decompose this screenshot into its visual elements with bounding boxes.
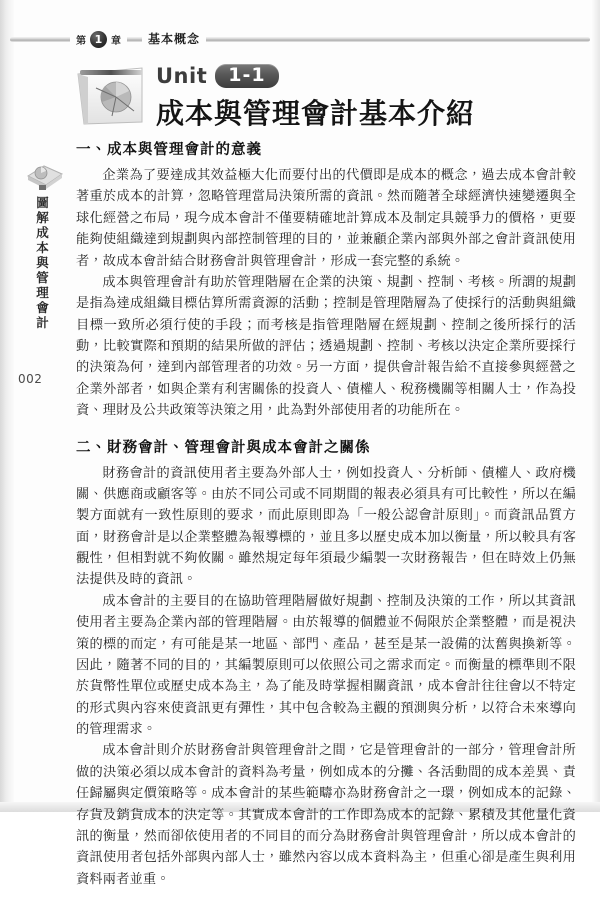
section-2	[76, 436, 576, 891]
sidebar-running-title	[22, 160, 68, 331]
running-header	[0, 28, 600, 50]
unit-label-row	[156, 64, 279, 88]
page-edge-left-shadow	[0, 0, 14, 812]
section-1	[76, 138, 576, 422]
section-2-heading: 二、財務會計、管理會計與成本會計之關係	[76, 439, 371, 456]
flipchart-pie-chart-icon	[72, 64, 146, 126]
section-2-paragraph-1: 財務會計的資訊使用者主要為外部人士，例如投資人、分析師、債權人、政府機關、供應商或顧客等。由於不同公司或不同期間的報表必須具有可比較性，所以在編製方面就有一致性原則的要求，而此原則即為「一般公認會計原則」。而資訊品質方面，財務會計是以企業整體為報導標的，並且多以歷史成本加以衡量，所以較具有客觀性，但相對就不夠攸關。雖然規定每年須最少編製一次財務報告，但在時效上仍無法提供及時的資訊。	[76, 465, 576, 588]
sidebar-book-title: 圖解成本與管理會計	[34, 196, 50, 331]
chapter-number-badge: 1	[90, 31, 107, 48]
unit-title-block	[72, 62, 572, 134]
unit-title-text: 成本與管理會計基本介紹	[156, 97, 476, 130]
section-2-paragraph-2: 成本會計的主要目的在協助管理階層做好規劃、控制及決策的工作，所以其資訊使用者主要為企業內部的管理階層。由於報導的個體並不侷限於企業整體，而是視決策的標的而定，有可能是某一地區、部門、產品，甚至是某一設備的汰舊與換新等。因此，隨著不同的目的，其編製原則可以依照公司之需求而定。而衡量的標準則不限於貨幣性單位或歷史成本為主，為了能及時掌握相關資訊，成本會計往往會以不特定的形式與內容來使資訊更有彈性，其中包含較為主觀的預測與分析，以符合未來導向的管理需求。	[76, 593, 576, 737]
book-cube-icon	[24, 160, 66, 192]
section-2-paragraph-3: 成本會計則介於財務會計與管理會計之間，它是管理會計的一部分，管理會計所做的決策必須以成本會計的資料為考量，例如成本的分攤、各活動間的成本差異、責任歸屬與定價策略等。成本會計的某些範疇亦為財務會計之一環，例如成本的記錄、存貨及銷貨成本的決定等。其實成本會計的工作即為成本的記錄、累積及其他量化資訊的衡量，然而卻依使用者的不同目的而分為財務會計與管理會計，所以成本會計的資訊使用者包括外部與內部人士，雖然內容以成本資料為主，但重心卻是產生與利用資料兩者並重。	[76, 743, 576, 887]
chapter-suffix-label: 章	[111, 35, 121, 47]
chapter-marker	[70, 28, 127, 50]
section-1-paragraph-2: 成本與管理會計有助於管理階層在企業的決策、規劃、控制、考核。所謂的規劃是指為達成組織目標估算所需資源的活動；控制是管理階層為了使採行的活動與組織目標一致所必須行使的手段；而考核是指管理階層在經規劃、控制之後所採行的活動，比較實際和預期的結果所做的評估；透過規劃、控制、考核以決定企業所要採行的決策為何，達到內部管理者的功效。另一方面，提供會計報告給不直接參與經營之企業外部者，如與企業有利害關係的投資人、債權人、稅務機關等相關人士，作為投資、理財及公共政策等決策之用，此為對外部使用者的功能所在。	[76, 274, 576, 419]
chapter-prefix-label: 第	[76, 35, 86, 47]
section-1-heading: 一、成本與管理會計的意義	[76, 142, 262, 158]
unit-word-label: Unit	[156, 64, 208, 88]
unit-number-badge: 1-1	[215, 64, 278, 88]
page-content	[76, 138, 576, 902]
chapter-title: 基本概念	[142, 30, 206, 47]
page-edge-right-shadow	[592, 0, 600, 812]
page-number: 002	[18, 372, 43, 386]
section-1-paragraph-1: 企業為了要達成其效益極大化而要付出的代價即是成本的概念，過去成本會計較著重於成本的計算，忽略管理當局決策所需的資訊。然而隨著全球經濟快速變遷與全球化經營之布局，現今成本會計不僅要精確地計算成本及制定具競爭力的價格，更要能夠使組織達到規劃與內部控制管理的目的，並兼顧企業內部與外部之會計資訊使用者，故成本會計結合財務會計與管理會計，形成一套完整的系統。	[76, 168, 576, 269]
